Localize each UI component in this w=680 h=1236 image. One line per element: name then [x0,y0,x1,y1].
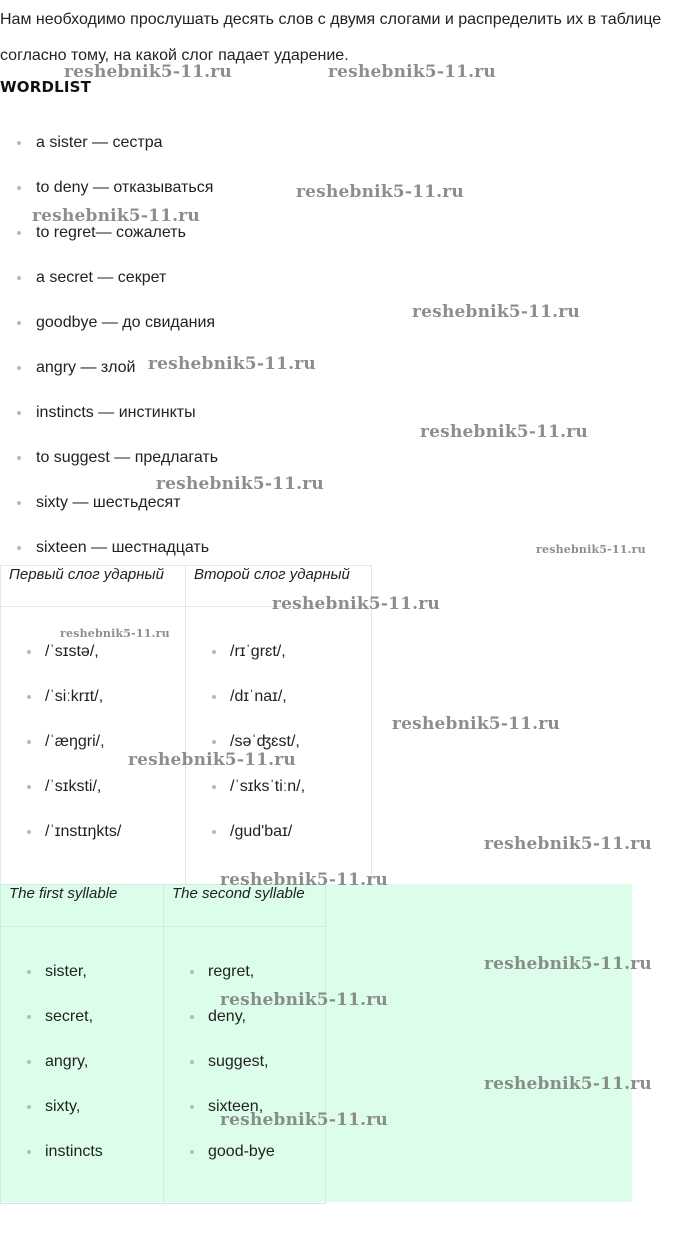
word: secret, [45,1008,94,1025]
bullet-icon [27,1015,31,1019]
bullet-icon [17,501,21,505]
watermark: reshebnik5-11.ru [420,422,588,442]
list-item [1,949,163,994]
transcription: /səˈʤɛst/, [230,733,300,750]
transcription: /dɪˈnaɪ/, [230,688,287,705]
watermark: reshebnik5-11.ru [484,1074,652,1094]
watermark: reshebnik5-11.ru [272,594,440,614]
bullet-icon [190,970,194,974]
table-header-second-syllable: Второй слог ударный [186,566,372,607]
watermark: reshebnik5-11.ru [60,627,170,640]
bullet-icon [212,785,216,789]
bullet-icon [190,1150,194,1154]
transcription: /ˈsiːkrɪt/, [45,688,104,705]
bullet-icon [212,830,216,834]
watermark: reshebnik5-11.ru [148,354,316,374]
bullet-icon [212,740,216,744]
list-item [0,165,218,210]
list-item-text: to suggest — предлагать [36,449,219,466]
transcription: /ˈsɪstə/, [45,643,99,660]
watermark: reshebnik5-11.ru [296,182,464,202]
table-header-second-syllable: The second syllable [164,885,326,927]
wordlist-heading: WORDLIST [0,78,92,96]
list-item [186,629,371,674]
bullet-icon [27,650,31,654]
watermark: reshebnik5-11.ru [220,870,388,890]
watermark: reshebnik5-11.ru [392,714,560,734]
watermark: reshebnik5-11.ru [156,474,324,494]
watermark: reshebnik5-11.ru [484,834,652,854]
list-item [164,949,325,994]
list-item [1,994,163,1039]
list-item [1,809,185,854]
watermark: reshebnik5-11.ru [220,990,388,1010]
bullet-icon [190,1060,194,1064]
bullet-icon [190,1015,194,1019]
bullet-icon [27,1060,31,1064]
list-item-text: instincts — инстинкты [36,404,196,421]
bullet-icon [27,740,31,744]
word: suggest, [208,1053,269,1070]
list-item-text: a sister — сестра [36,134,163,151]
list-item-text: sixteen — шестнадцать [36,539,210,556]
list-item [1,1084,163,1129]
transcription: /ˈsɪksˈtiːn/, [230,778,306,795]
bullet-icon [27,785,31,789]
bullet-icon [17,366,21,370]
list-item [0,390,218,435]
watermark: reshebnik5-11.ru [328,62,496,82]
word: angry, [45,1053,89,1070]
bullet-icon [27,1105,31,1109]
bullet-icon [17,411,21,415]
word: instincts [45,1143,103,1160]
list-item [186,764,371,809]
bullet-icon [17,186,21,190]
watermark: reshebnik5-11.ru [32,206,200,226]
table-cell-first-syllable [1,927,164,1204]
list-item [186,809,371,854]
bullet-icon [17,546,21,550]
transcription: /ˈæŋgri/, [45,733,105,750]
word: sixty, [45,1098,81,1115]
bullet-icon [17,276,21,280]
table-cell-first-syllable [1,607,186,885]
word: regret, [208,963,255,980]
list-item-text: angry — злой [36,359,136,376]
word: deny, [208,1008,246,1025]
watermark: reshebnik5-11.ru [220,1110,388,1130]
list-item [186,674,371,719]
transcription: /gud'baɪ/ [230,823,293,840]
list-item [0,525,218,570]
list-item [1,764,185,809]
transcription: /ˈsɪksti/, [45,778,102,795]
list-item-text: sixty — шестьдесят [36,494,181,511]
word: sixteen, [208,1098,264,1115]
bullet-icon [27,830,31,834]
table-cell-second-syllable [164,927,326,1204]
bullet-icon [190,1105,194,1109]
table-header-first-syllable: The first syllable [1,885,164,927]
bullet-icon [17,231,21,235]
list-item [164,1129,325,1174]
list-item [0,300,218,345]
list-item [0,255,218,300]
bullet-icon [212,650,216,654]
transcription: /ˈɪnstɪŋkts/ [45,823,122,840]
word: sister, [45,963,87,980]
list-item [1,674,185,719]
bullet-icon [27,1150,31,1154]
bullet-icon [17,141,21,145]
watermark: reshebnik5-11.ru [484,954,652,974]
list-item-text: goodbye — до свидания [36,314,216,331]
table-cell-second-syllable [186,607,372,885]
bullet-icon [212,695,216,699]
stress-table-english [0,884,326,1204]
list-item [164,1039,325,1084]
watermark: reshebnik5-11.ru [64,62,232,82]
transcription: /rɪˈgrɛt/, [230,643,286,660]
bullet-icon [27,970,31,974]
list-item-text: to deny — отказываться [36,179,214,196]
list-item [1,1039,163,1084]
bullet-icon [17,456,21,460]
list-item [1,1129,163,1174]
list-item-text: a secret — секрет [36,269,167,286]
table-header-first-syllable: Первый слог ударный [1,566,186,607]
list-item-text: to regret— сожалеть [36,224,186,241]
watermark: reshebnik5-11.ru [536,543,646,556]
word: good-bye [208,1143,275,1160]
wordlist [0,120,218,570]
watermark: reshebnik5-11.ru [412,302,580,322]
bullet-icon [27,695,31,699]
list-item [0,120,218,165]
bullet-icon [17,321,21,325]
watermark: reshebnik5-11.ru [128,750,296,770]
intro-text: Нам необходимо прослушать десять слов с двумя слогами и распределить их в таблице согласно тому, на какой слог падает ударение. [0,11,662,64]
